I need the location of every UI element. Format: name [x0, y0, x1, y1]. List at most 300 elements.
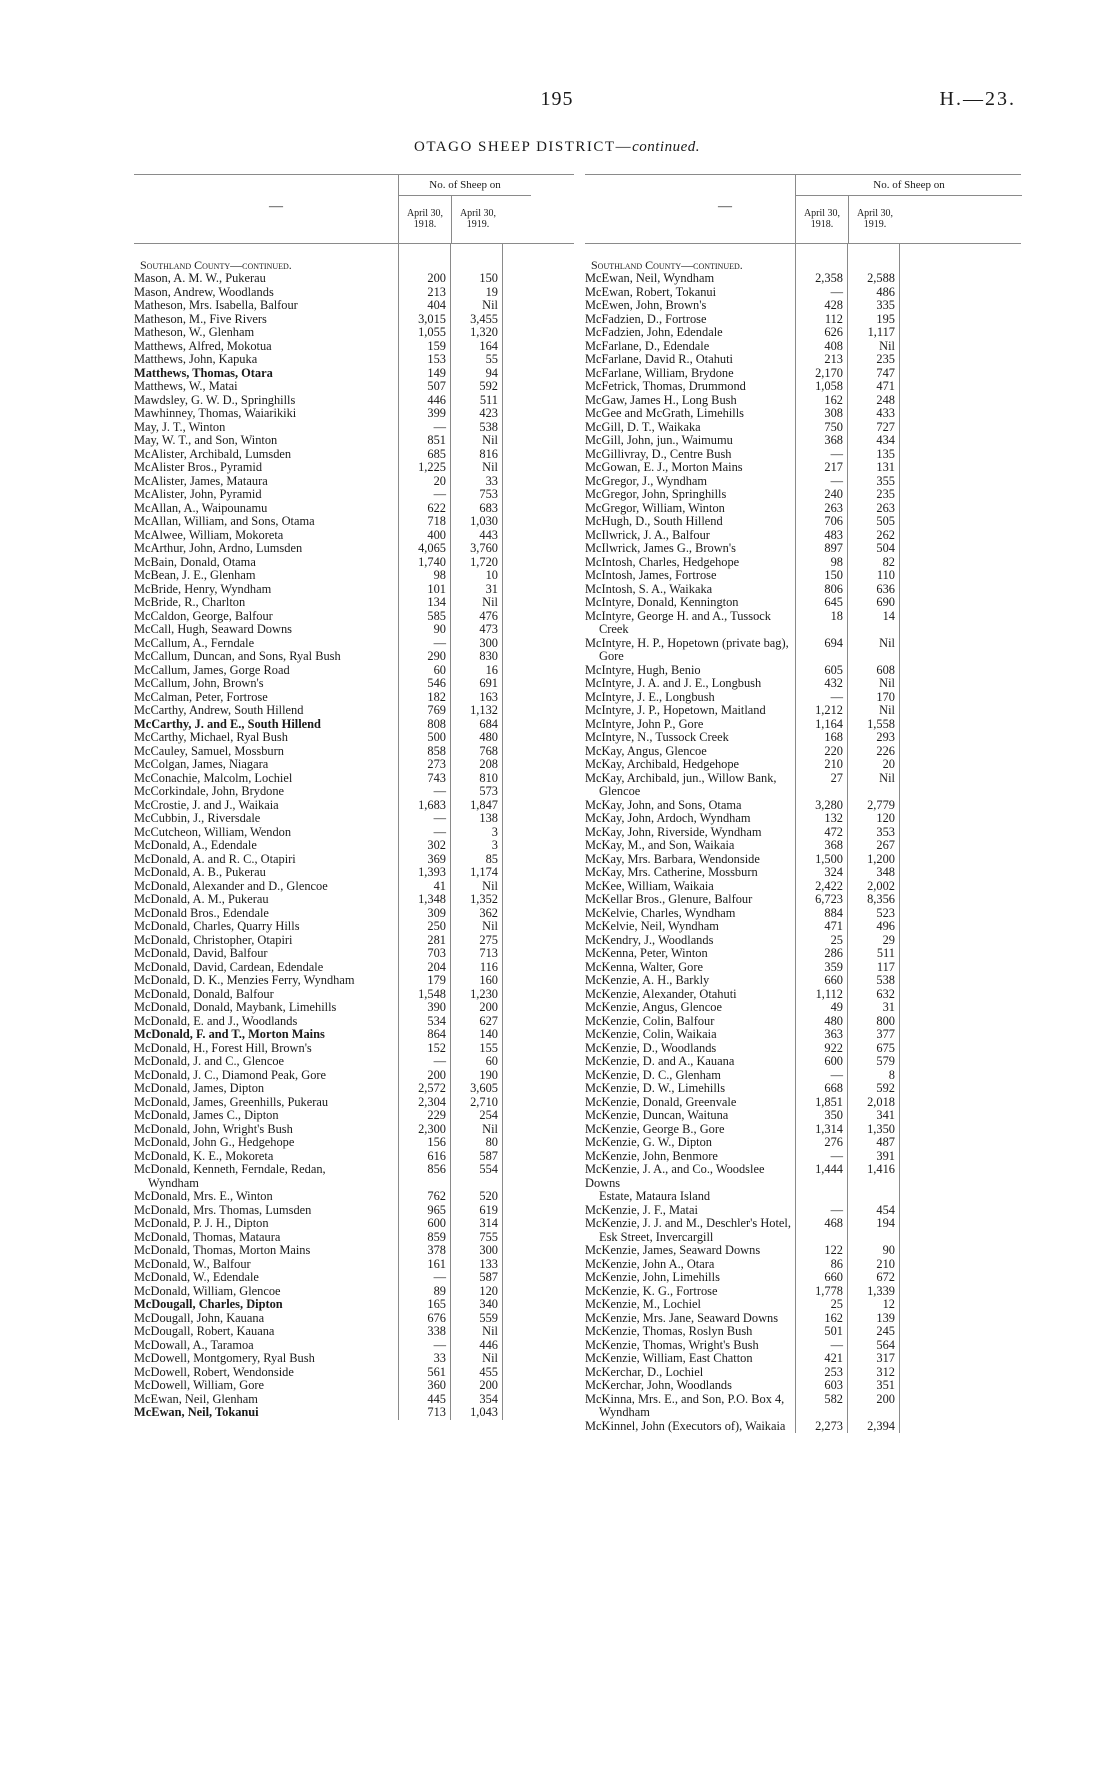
sheep-count-1918: 150	[824, 568, 843, 582]
sheep-count-1918: 1,225	[418, 460, 446, 474]
sheep-count-1919: 636	[876, 581, 895, 596]
table-row	[585, 407, 1021, 421]
table-row	[134, 515, 574, 529]
farmer-name: McDonald, Mrs. Thomas, Lumsden	[134, 1203, 312, 1217]
farmer-name: McKenzie, K. G., Fortrose	[585, 1284, 718, 1298]
sheep-count-1918: 616	[427, 1148, 446, 1163]
sheep-count-1919: 520	[479, 1189, 498, 1203]
sheep-count-1919: 20	[882, 757, 895, 771]
table-row	[585, 272, 1021, 286]
sheep-count-1919: 133	[479, 1256, 498, 1271]
farmer-name: McGee and McGrath, Limehills	[585, 407, 744, 420]
table-row	[134, 704, 574, 718]
sheep-count-1918: 20	[433, 473, 446, 488]
farmer-name: McKenzie, D. and A., Kauana	[585, 1055, 735, 1068]
sheep-count-1919: 619	[479, 1202, 498, 1217]
sheep-count-1919: 523	[876, 905, 895, 920]
farmer-name: Matthews, W., Matai	[134, 380, 238, 393]
title-continued: continued.	[632, 139, 700, 155]
sheep-count-1919: 480	[479, 730, 498, 744]
sheep-count-1919: 476	[479, 608, 498, 623]
farmer-name: McAlister, Archibald, Lumsden	[134, 447, 292, 461]
sheep-count-1918: 1,740	[418, 554, 446, 569]
table-row	[585, 1109, 1021, 1123]
farmer-name: May, W. T., and Son, Winton	[134, 434, 278, 447]
table-row	[134, 583, 574, 597]
sheep-count-1919: 164	[479, 338, 498, 353]
farmer-name: McBride, Henry, Wyndham	[134, 582, 272, 596]
farmer-name: McIlwrick, J. A., Balfour	[585, 528, 710, 542]
col-1918-header: April 30, 1918.	[406, 208, 444, 230]
sheep-count-1918: 359	[824, 959, 843, 974]
sheep-count-1919: 377	[876, 1027, 895, 1041]
sheep-count-1918: 229	[427, 1108, 446, 1122]
sheep-count-1918: 378	[427, 1243, 446, 1257]
sheep-count-1918: 220	[824, 743, 843, 758]
table-row	[134, 1406, 574, 1420]
table-row	[134, 596, 574, 610]
table-row	[585, 704, 1021, 718]
page-title	[0, 139, 1114, 156]
sheep-count-1919: 210	[876, 1256, 895, 1271]
sheep-count-1918: 3,015	[418, 311, 446, 326]
table-row	[585, 1123, 1021, 1137]
farmer-name: McCarthy, Michael, Ryal Bush	[134, 731, 288, 744]
sheep-count-1919: 455	[479, 1364, 498, 1379]
table-row	[585, 556, 1021, 570]
farmer-name: McCorkindale, John, Brydone	[134, 785, 285, 798]
table-row	[585, 853, 1021, 867]
sheep-count-1919: 138	[479, 811, 498, 825]
sheep-count-1919: 200	[876, 1391, 895, 1406]
sheep-count-1918: 718	[427, 514, 446, 528]
sheep-count-1919: 340	[479, 1297, 498, 1311]
sheep-count-1918: 471	[824, 919, 843, 933]
sheep-count-1919: 830	[479, 649, 498, 663]
sheep-count-1919: 1,352	[470, 892, 498, 906]
farmer-name: McKellar Bros., Glenure, Balfour	[585, 893, 753, 906]
farmer-name: McFadzien, D., Fortrose	[585, 312, 707, 326]
table-row	[134, 569, 574, 583]
table-row	[585, 1163, 1021, 1204]
title-main: OTAGO SHEEP DISTRICT—	[414, 139, 633, 155]
farmer-name: McDonald, Donald, Balfour	[134, 987, 274, 1001]
table-row	[134, 664, 574, 678]
farmer-name: McIntosh, Charles, Hedgehope	[585, 555, 740, 569]
sheep-count-1919: 116	[479, 959, 498, 974]
table-row	[585, 488, 1021, 502]
farmer-name: McEwan, Neil, Glenham	[134, 1392, 258, 1406]
farmer-name: McEwan, Robert, Tokanui	[585, 285, 717, 299]
sheep-count-1918: 2,304	[418, 1094, 446, 1109]
sheep-count-1918: 89	[433, 1283, 446, 1298]
sheep-count-1918: 858	[427, 743, 446, 758]
sheep-count-1919: 85	[485, 851, 498, 866]
sheep-count-1918: 808	[427, 716, 446, 731]
table-row	[134, 326, 574, 340]
sheep-count-1919: 486	[876, 284, 895, 299]
sheep-count-1919: 391	[876, 1148, 895, 1163]
table-row	[134, 461, 574, 475]
sheep-count-1919: 170	[876, 689, 895, 704]
farmer-name: McKay, M., and Son, Waikaia	[585, 839, 735, 852]
sheep-count-1919: 800	[876, 1013, 895, 1028]
farmer-name: McFarlane, D., Edendale	[585, 339, 710, 353]
table-row	[585, 1366, 1021, 1380]
sheep-count-1919: Nil	[482, 919, 498, 933]
farmer-name: McDonald, Kenneth, Ferndale, Redan, Wyndham	[134, 1163, 326, 1190]
table-row	[134, 1204, 574, 1218]
sheep-count-1919: 496	[876, 919, 895, 933]
sheep-count-1918: —	[830, 1202, 843, 1217]
farmer-name: McKelvie, Neil, Wyndham	[585, 920, 719, 933]
sheep-count-1919: 511	[479, 392, 498, 407]
sheep-count-1919: 190	[479, 1067, 498, 1082]
farmer-name: McIntyre, J. P., Hopetown, Maitland	[585, 704, 766, 717]
farmer-name: McFetrick, Thomas, Drummond	[585, 380, 746, 393]
sheep-count-1918: 472	[824, 824, 843, 839]
sheep-count-1919: 135	[876, 446, 895, 461]
table-row	[134, 1123, 574, 1137]
left-table-body	[134, 244, 574, 1420]
farmer-name: McKee, William, Waikaia	[585, 879, 714, 893]
sheep-count-1919: 579	[876, 1054, 895, 1068]
sheep-count-1919: 3	[491, 838, 498, 852]
farmer-name: McDougall, Charles, Dipton	[134, 1298, 283, 1311]
table-row	[585, 340, 1021, 354]
table-row	[585, 1015, 1021, 1029]
sheep-count-1918: 281	[427, 932, 446, 947]
sheep-count-1919: 454	[876, 1202, 895, 1217]
farmer-name: McAlister, James, Mataura	[134, 474, 268, 488]
sheep-count-1919: 3	[491, 824, 498, 839]
sheep-count-1918: 98	[433, 568, 446, 582]
sheep-count-1919: 727	[876, 419, 895, 434]
sheep-count-1919: 354	[479, 1391, 498, 1406]
sheep-count-1918: 1,393	[418, 865, 446, 879]
farmer-name: McDonald, Christopher, Otapiri	[134, 933, 293, 947]
table-row	[585, 1271, 1021, 1285]
farmer-name: McKinna, Mrs. E., and Son, P.O. Box 4, Wyndham	[585, 1392, 785, 1419]
right-table-header	[585, 174, 1021, 244]
col-1919-header: April 30, 1919.	[451, 195, 504, 243]
sheep-count-1919: 1,847	[470, 797, 498, 812]
sheep-count-1919: 1,200	[867, 851, 895, 866]
sheep-count-1918: 369	[427, 851, 446, 866]
sheep-count-1919: 300	[479, 635, 498, 650]
sheep-count-1919: 195	[876, 311, 895, 326]
table-row	[585, 1285, 1021, 1299]
sheep-count-1919: 2,018	[867, 1094, 895, 1109]
sheep-count-1919: 684	[479, 716, 498, 731]
sheep-count-1918: 2,572	[418, 1081, 446, 1095]
farmer-name: McGregor, John, Springhills	[585, 488, 727, 501]
table-row	[585, 1082, 1021, 1096]
sheep-count-1918: 1,444	[815, 1162, 843, 1176]
farmer-name: McDonald, J. C., Diamond Peak, Gore	[134, 1068, 327, 1082]
sheep-count-1919: 564	[876, 1337, 895, 1352]
table-row	[134, 1163, 574, 1190]
sheep-count-1919: 355	[876, 473, 895, 488]
sheep-count-1918: 743	[427, 770, 446, 785]
sheep-count-1918: 1,058	[815, 379, 843, 393]
sheep-count-1919: 33	[485, 473, 498, 488]
table-row	[134, 772, 574, 786]
sheep-count-1918: 276	[824, 1135, 843, 1149]
farmer-name: McFarlane, William, Brydone	[585, 366, 734, 380]
table-row	[134, 1271, 574, 1285]
table-row	[585, 839, 1021, 853]
sheep-count-1918: 156	[427, 1135, 446, 1149]
table-row	[134, 1082, 574, 1096]
sheep-count-1918: 660	[824, 973, 843, 987]
farmer-name: McGregor, William, Winton	[585, 501, 725, 515]
table-row	[585, 1136, 1021, 1150]
sheep-count-1919: 554	[479, 1162, 498, 1176]
farmer-name: McDonald, Donald, Maybank, Limehills	[134, 1001, 337, 1014]
sheep-count-1918: 253	[824, 1364, 843, 1379]
sheep-count-1918: 750	[824, 419, 843, 434]
sheep-count-1919: 82	[882, 554, 895, 569]
section-title-left: Southland County—continued.	[140, 258, 292, 272]
sheep-count-1919: 120	[479, 1283, 498, 1298]
sheep-count-1918: —	[830, 1337, 843, 1352]
farmer-name: McKenzie, Donald, Greenvale	[585, 1095, 737, 1109]
table-row	[585, 880, 1021, 894]
sheep-count-1918: 286	[824, 946, 843, 960]
sheep-count-1919: Nil	[879, 770, 895, 785]
table-row	[585, 313, 1021, 327]
table-row	[134, 799, 574, 813]
sheep-count-1919: 314	[479, 1216, 498, 1230]
table-row	[585, 542, 1021, 556]
group-title: No. of Sheep on	[399, 175, 531, 196]
sheep-count-1919: 110	[876, 568, 895, 582]
sheep-count-1918: —	[830, 1148, 843, 1163]
sheep-count-1918: 200	[427, 1067, 446, 1082]
sheep-count-1919: 433	[876, 406, 895, 420]
sheep-count-1919: 592	[479, 379, 498, 393]
sheep-count-1918: 1,500	[815, 851, 843, 866]
farmer-name: McIntyre, John P., Gore	[585, 717, 704, 731]
sheep-count-1918: 309	[427, 905, 446, 920]
sheep-count-1919: 160	[479, 973, 498, 987]
sheep-count-1919: 226	[876, 743, 895, 758]
sheep-count-1918: 480	[824, 1013, 843, 1028]
table-row	[134, 880, 574, 894]
sheep-count-1918: —	[830, 446, 843, 461]
sheep-count-1918: 1,055	[418, 325, 446, 339]
farmer-name: McCallum, James, Gorge Road	[134, 663, 290, 677]
farmer-name: McKenzie, Thomas, Wright's Bush	[585, 1338, 759, 1352]
sheep-count-1918: —	[433, 1054, 446, 1068]
farmer-name: McCarthy, J. and E., South Hillend	[134, 717, 321, 731]
sheep-count-1919: 683	[479, 500, 498, 515]
table-row	[134, 718, 574, 732]
table-row	[134, 745, 574, 759]
farmer-name: McCaldon, George, Balfour	[134, 609, 273, 623]
table-row	[585, 745, 1021, 759]
sheep-count-1919: 140	[479, 1027, 498, 1041]
sheep-count-1918: 60	[433, 662, 446, 677]
sheep-count-1918: 161	[427, 1256, 446, 1271]
sheep-count-1918: 27	[830, 770, 843, 785]
table-row	[134, 947, 574, 961]
farmer-name: McBride, R., Charlton	[134, 596, 246, 609]
farmer-name: McKenzie, J. F., Matai	[585, 1203, 698, 1217]
farmer-name: McDonald, James C., Dipton	[134, 1109, 279, 1122]
farmer-name: McKenzie, Colin, Waikaia	[585, 1028, 717, 1041]
farmer-name: McDonald Bros., Edendale	[134, 906, 269, 920]
right-table	[585, 174, 1021, 1433]
sheep-count-1918: 338	[427, 1324, 446, 1338]
sheep-count-1918: 132	[824, 811, 843, 825]
sheep-count-1918: —	[830, 473, 843, 488]
farmer-name: McKenzie, J. A., and Co., Woodslee Downs Estate, Mataura Island	[585, 1163, 765, 1203]
farmer-name: McDonald, A. B., Pukerau	[134, 866, 266, 879]
table-row	[134, 1312, 574, 1326]
farmer-name: McBean, J. E., Glenham	[134, 569, 256, 582]
table-row	[585, 826, 1021, 840]
sheep-count-group-header	[398, 175, 531, 243]
sheep-count-1919: 300	[479, 1243, 498, 1257]
table-row	[585, 421, 1021, 435]
sheep-count-1918: 3,280	[815, 797, 843, 812]
document-reference: H.—23.	[939, 88, 1016, 110]
sheep-count-1918: 49	[830, 1000, 843, 1014]
sheep-count-1919: 235	[876, 487, 895, 501]
farmer-name: McIntyre, J. A. and J. E., Longbush	[585, 677, 762, 690]
left-table	[134, 174, 574, 1420]
farmer-name: McCallum, A., Ferndale	[134, 636, 255, 650]
table-row	[585, 434, 1021, 448]
sheep-count-1918: 204	[427, 959, 446, 974]
table-row	[134, 556, 574, 570]
table-row	[134, 448, 574, 462]
sheep-count-1919: 1,350	[867, 1121, 895, 1136]
sheep-count-1919: 443	[479, 527, 498, 542]
sheep-count-1918: 922	[824, 1040, 843, 1055]
farmer-name: McCall, Hugh, Seaward Downs	[134, 623, 292, 636]
farmer-name: McDonald, D. K., Menzies Ferry, Wyndham	[134, 974, 355, 987]
farmer-name: McKenzie, Thomas, Roslyn Bush	[585, 1325, 753, 1338]
farmer-name: McKenzie, John, Limehills	[585, 1271, 720, 1284]
sheep-count-1918: 600	[427, 1216, 446, 1230]
table-row	[134, 623, 574, 637]
sheep-count-1918: 149	[427, 365, 446, 380]
sheep-count-1919: 80	[485, 1135, 498, 1149]
sheep-count-1918: 213	[824, 352, 843, 366]
sheep-count-1919: 245	[876, 1324, 895, 1338]
sheep-count-1918: 390	[427, 1000, 446, 1014]
sheep-count-1919: Nil	[482, 1121, 498, 1136]
table-row	[585, 367, 1021, 381]
sheep-count-1918: 200	[427, 271, 446, 285]
sheep-count-1918: 86	[830, 1256, 843, 1271]
sheep-count-1919: 16	[485, 662, 498, 677]
sheep-count-1919: 29	[882, 932, 895, 947]
sheep-count-1919: Nil	[482, 298, 498, 312]
sheep-count-1918: 302	[427, 838, 446, 852]
farmer-name: McKenzie, D., Woodlands	[585, 1041, 717, 1055]
sheep-count-1918: 483	[824, 527, 843, 542]
table-row	[585, 529, 1021, 543]
sheep-count-1918: 864	[427, 1027, 446, 1041]
sheep-count-1918: 534	[427, 1013, 446, 1028]
table-row	[585, 475, 1021, 489]
col-1918-header-right: April 30, 1918.	[803, 208, 841, 230]
table-row	[585, 1244, 1021, 1258]
sheep-count-1918: 428	[824, 298, 843, 312]
sheep-count-1918: 856	[427, 1162, 446, 1176]
table-row	[585, 610, 1021, 637]
farmer-name: McKay, Archibald, jun., Willow Bank, Glencoe	[585, 771, 777, 798]
sheep-count-1918: —	[830, 1067, 843, 1082]
sheep-count-1918: 408	[824, 338, 843, 353]
farmer-name: McKenzie, John, Benmore	[585, 1149, 718, 1163]
sheep-count-1919: 117	[876, 959, 895, 974]
table-row	[585, 731, 1021, 745]
sheep-count-group-header-right	[795, 175, 1022, 243]
sheep-count-1919: 200	[479, 1000, 498, 1014]
sheep-count-1918: 622	[427, 500, 446, 515]
table-row	[134, 529, 574, 543]
farmer-name: McKendry, J., Woodlands	[585, 933, 714, 947]
farmer-name: McKenzie, Angus, Glencoe	[585, 1001, 722, 1014]
sheep-count-1919: 690	[876, 595, 895, 609]
sheep-count-1919: 90	[882, 1243, 895, 1257]
sheep-count-1919: 423	[479, 406, 498, 420]
sheep-count-1919: 194	[876, 1216, 895, 1230]
table-row	[585, 799, 1021, 813]
table-row	[134, 542, 574, 556]
sheep-count-1918: 33	[433, 1351, 446, 1365]
farmer-name: McDonald, Mrs. E., Winton	[134, 1190, 273, 1203]
farmer-name: McDonald, David, Balfour	[134, 947, 268, 960]
sheep-count-1919: 504	[876, 541, 895, 555]
table-row	[585, 448, 1021, 462]
sheep-count-1918: 273	[427, 757, 446, 771]
table-row	[585, 1001, 1021, 1015]
sheep-count-1918: 165	[427, 1297, 446, 1311]
table-row	[134, 394, 574, 408]
sheep-count-1918: 546	[427, 676, 446, 690]
sheep-count-1919: 3,760	[470, 541, 498, 555]
farmer-name: McKenzie, James, Seaward Downs	[585, 1244, 761, 1257]
sheep-count-1918: 162	[824, 392, 843, 407]
table-row	[585, 866, 1021, 880]
table-row	[585, 920, 1021, 934]
left-table-header	[134, 174, 574, 244]
sheep-count-1918: —	[433, 784, 446, 798]
sheep-count-1919: 608	[876, 662, 895, 677]
table-row	[585, 1298, 1021, 1312]
table-row	[585, 947, 1021, 961]
sheep-count-1919: 2,002	[867, 878, 895, 893]
sheep-count-1919: 362	[479, 905, 498, 920]
farmer-name: McCutcheon, William, Wendon	[134, 825, 292, 839]
farmer-name: McDonald, James, Greenhills, Pukerau	[134, 1095, 329, 1109]
farmer-name: McDonald, A. and R. C., Otapiri	[134, 852, 296, 866]
table-row	[134, 839, 574, 853]
sheep-count-1918: 399	[427, 406, 446, 420]
sheep-count-1918: 685	[427, 446, 446, 461]
sheep-count-1919: 139	[876, 1310, 895, 1325]
farmer-name: McDonald, P. J. H., Dipton	[134, 1217, 269, 1230]
table-row	[585, 988, 1021, 1002]
page-number: 195	[540, 88, 574, 110]
farmer-name: McArthur, John, Ardno, Lumsden	[134, 542, 303, 555]
